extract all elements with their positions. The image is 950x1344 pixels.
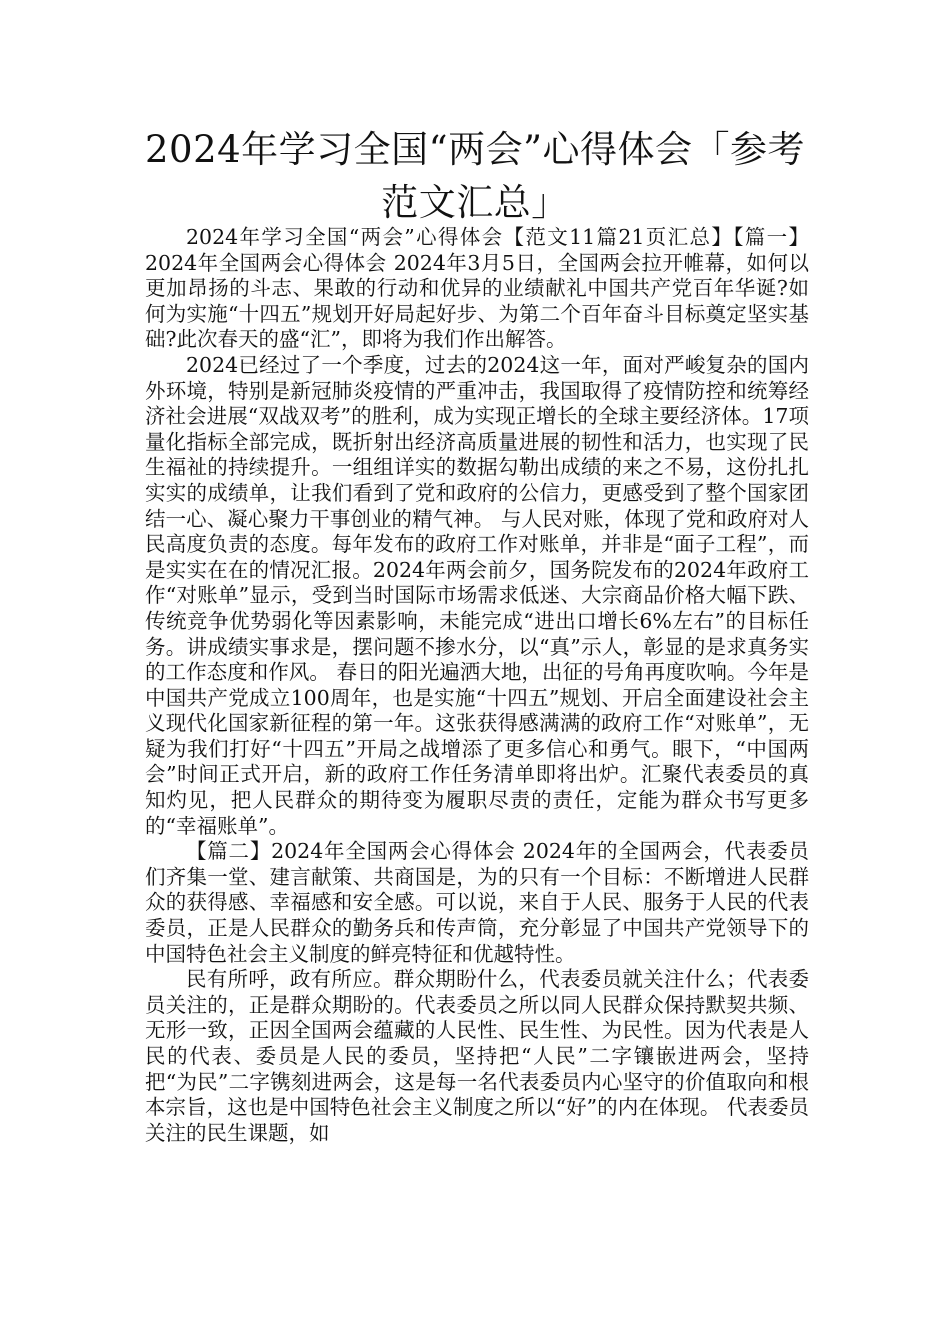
- paragraph-3: 【篇二】2024年全国两会心得体会 2024年的全国两会，代表委员们齐集一堂、建言献策、共商国是，为的只有一个目标：不断增进人民群众的获得感、幸福感和安全感。可以说，来自于人民、服务于人民的代表委员，正是人民群众的勤务兵和传声筒，充分彰显了中国共产党领导下的中国特色社会主义制度的鲜亮特征和优越特性。: [145, 839, 809, 966]
- paragraph-2: 2024已经过了一个季度，过去的2024这一年，面对严峻复杂的国内外环境，特别是新冠肺炎疫情的严重冲击，我国取得了疫情防控和统筹经济社会进展“双战双考”的胜利，成为实现正增长的全球主要经济体。17项量化指标全部完成，既折射出经济高质量进展的韧性和活力，也实现了民生福祉的持续提升。一组组详实的数据勾勒出成绩的来之不易，这份扎扎实实的成绩单，让我们看到了党和政府的公信力，更感受到了整个国家团结一心、凝心聚力干事创业的精气神。 与人民对账，体现了党和政府对人民高度负责的态度。每年发布的政府工作对账单，并非是“面子工程”，而是实实在在的情况汇报。2024年两会前夕，国务院发布的2024年政府工作“对账单”显示，受到当时国际市场需求低迷、大宗商品价格大幅下跌、传统竞争优势弱化等因素影响，未能完成“进出口增长6%左右”的目标任务。讲成绩实事求是，摆问题不掺水分，以“真”示人，彰显的是求真务实的工作态度和作风。 春日的阳光遍洒大地，出征的号角再度吹响。今年是中国共产党成立100周年，也是实施“十四五”规划、开启全面建设社会主义现代化国家新征程的第一年。这张获得感满满的政府工作“对账单”，无疑为我们打好“十四五”开局之战增添了更多信心和勇气。眼下，“中国两会”时间正式开启，新的政府工作任务清单即将出炉。汇聚代表委员的真知灼见，把人民群众的期待变为履职尽责的责任，定能为群众书写更多的“幸福账单”。: [145, 352, 809, 838]
- paragraph-1: 2024年学习全国“两会”心得体会【范文11篇21页汇总】【篇一】2024年全国两会心得体会 2024年3月5日，全国两会拉开帷幕，如何以更加昂扬的斗志、果敢的行动和优异的业绩献礼中国共产党百年华诞?如何为实施“十四五”规划开好局起好步、为第二个百年奋斗目标奠定坚实基础?此次春天的盛“汇”，即将为我们作出解答。: [145, 225, 809, 352]
- document-body: [145, 225, 809, 1146]
- document-title: 2024年学习全国“两会”心得体会「参考范文汇总」: [145, 128, 805, 224]
- paragraph-4: 民有所呼，政有所应。群众期盼什么，代表委员就关注什么；代表委员关注的，正是群众期盼的。代表委员之所以同人民群众保持默契共频、无形一致，正因全国两会蕴藏的人民性、民生性、为民性。因为代表是人民的代表、委员是人民的委员，坚持把“人民”二字镶嵌进两会，坚持把“为民”二字镌刻进两会，这是每一名代表委员内心坚守的价值取向和根本宗旨，这也是中国特色社会主义制度之所以“好”的内在体现。 代表委员关注的民生课题，如: [145, 967, 809, 1145]
